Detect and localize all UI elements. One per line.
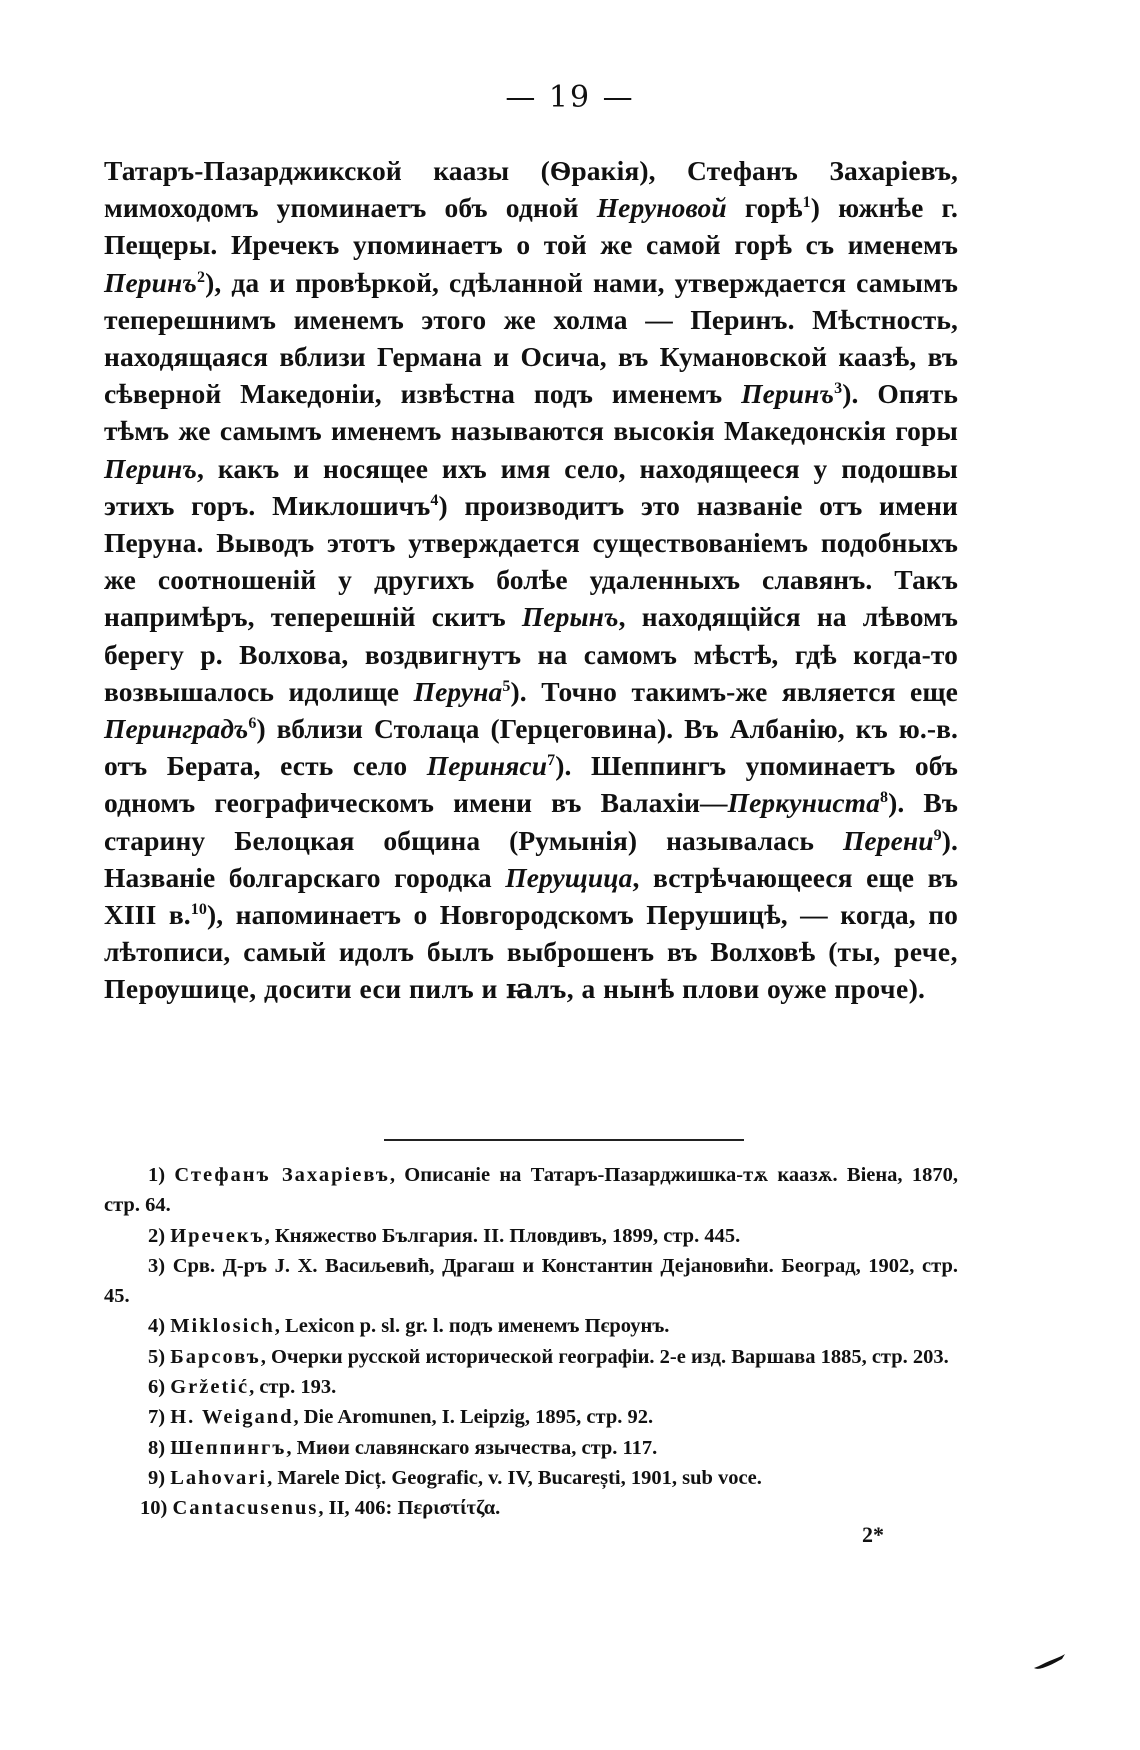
footnote-ref: 10 (190, 901, 207, 919)
text-run: , находящійся на лѣвомъ берегу р. Волхова, воздвигнутъ на самомъ мѣстѣ, гдѣ когда-то возвышалось идолище (104, 601, 958, 707)
footnote-ref: 1 (802, 194, 811, 212)
footnote-divider (384, 1139, 744, 1141)
text-run: ) южнѣе г. Пещеры. Иречекъ упоминаетъ о той же самой горѣ съ именемъ (104, 192, 958, 261)
footnote-text: , Marele Dicț. Geografic, v. IV, Bucarești, 1901, sub voce. (267, 1466, 762, 1489)
text-run: ). Опять тѣмъ же самымъ именемъ называются высокія Македонскія горы (104, 378, 958, 447)
footnotes-section (104, 1160, 958, 1524)
footnote-1 (104, 1160, 958, 1221)
italic-name: Перущица (505, 861, 633, 893)
footnote-number: 6) (148, 1376, 166, 1399)
main-paragraph (104, 152, 958, 1008)
footnote-author: Барсовъ (170, 1345, 261, 1368)
footnote-ref: 9 (933, 826, 942, 844)
footnote-number: 10) (140, 1497, 168, 1520)
text-run: ), да и провѣркой, сдѣланной нами, утверждается самымъ теперешнимъ именемъ этого же холма — Перинъ. Мѣстность, находящаяся вблизи Германа и Осича, въ Кумановской каазѣ, въ сѣверной Македоніи, извѣстна подъ именемъ (104, 266, 958, 410)
footnote-number: 4) (148, 1315, 166, 1338)
italic-name: Перинъ (741, 378, 835, 410)
footnote-text: , стр. 193. (249, 1376, 337, 1399)
footnote-number: 1) (148, 1164, 166, 1186)
footnote-author: Gržetić (170, 1376, 250, 1399)
ink-mark-icon (1032, 1652, 1066, 1672)
footnote-author: H. Weigand (170, 1406, 294, 1429)
italic-name: Перкуниста (727, 787, 881, 819)
footnote-ref: 7 (547, 752, 556, 770)
footnote-author: Стефанъ Захаріевъ (174, 1164, 390, 1186)
text-run: ), напоминаетъ о Новгородскомъ Перушицѣ, — когда, по лѣтописи, самый идолъ былъ выброшенъ въ Волховѣ ( (104, 899, 958, 968)
footnote-number: 7) (148, 1406, 166, 1429)
text-run: горѣ (726, 192, 803, 224)
text-run: ). Въ старину Белоцкая община (Румынія) называлась (104, 787, 958, 856)
footnote-author: Cantacusenus (172, 1497, 319, 1520)
footnote-text: , Драгаш и Константин Дејановићи. Београд, 1902, стр. 45. (104, 1254, 958, 1308)
footnote-ref: 5 (502, 677, 511, 695)
italic-name: Перинградъ (104, 713, 249, 745)
footnote-author: Иречекъ (170, 1224, 265, 1247)
footnote-ref: 3 (834, 380, 843, 398)
italic-name: Неруновой (596, 192, 727, 224)
footnote-ref: 6 (248, 715, 257, 733)
text-run: ). Шеппингъ упоминаетъ объ одномъ географическомъ имени въ Валахіи— (104, 750, 959, 819)
italic-name: Перынъ (521, 601, 619, 633)
footnote-text: , Очерки русской исторической географіи. 2-е изд. Варшава 1885, стр. 203. (260, 1345, 949, 1368)
italic-name: Перуна (413, 675, 503, 707)
church-slavonic-quote: ты, рече, Перѹшице, досити еси пилъ и ꙗлъ, а нынѣ плови оуже проче (104, 936, 958, 1005)
footnote-3 (104, 1251, 958, 1312)
footnote-ref: 8 (880, 789, 889, 807)
text-run: ) производитъ это названіе отъ имени Перуна. Выводъ этотъ утверждается существованіемъ подобныхъ же соотношеній у другихъ болѣе удаленныхъ славянъ. Такъ напримѣръ, теперешній скитъ (104, 489, 958, 633)
footnote-10 (104, 1493, 958, 1523)
footnote-text: , Описаніе на Татаръ-Пазарджишка-тѫ каазѫ. Віена, 1870, стр. 64. (104, 1164, 958, 1217)
footnote-2 (104, 1221, 958, 1251)
page-number-header: — 19 — (505, 80, 635, 115)
footnote-ref: 4 (430, 491, 439, 509)
footnote-text: , Lexicon p. sl. gr. l. подъ именемъ Пєроунъ. (274, 1315, 670, 1338)
text-run: Татаръ-Пазарджикской каазы (Ѳракія), Стефанъ Захаріевъ, мимоходомъ упоминаетъ объ одной (104, 155, 958, 224)
text-run: ). Точно такимъ-же является еще (510, 675, 958, 707)
footnote-8 (104, 1433, 958, 1463)
footnote-text: , Die Aromunen, I. Leipzig, 1895, стр. 92. (293, 1406, 654, 1429)
italic-name: Перинъ (104, 452, 197, 484)
footnote-7 (104, 1402, 958, 1432)
text-run: ) вблизи Столаца (Герцеговина). Въ Албанію, къ ю.-в. отъ Берата, есть село (104, 713, 958, 782)
footnote-text: , Миѳи славянскаго язычества, стр. 117. (286, 1436, 658, 1459)
footnote-text: , Княжество България. II. Пловдивъ, 1899, стр. 445. (264, 1224, 741, 1247)
paragraph-1 (104, 152, 958, 1008)
footnote-text: , II, 406: Περιστίτζα. (318, 1497, 501, 1520)
footnote-5 (104, 1342, 958, 1372)
text-run: , какъ и носящее ихъ имя село, находящееся у подошвы этихъ горъ. Миклошичъ (104, 452, 958, 521)
footnote-6 (104, 1372, 958, 1402)
footnote-number: 9) (148, 1466, 166, 1489)
italic-name: Периняси (426, 750, 548, 782)
footnote-9 (104, 1463, 958, 1493)
footnote-author: Шеппингъ (170, 1436, 287, 1459)
text-run: ). Названіе болгарскаго городка (104, 824, 958, 893)
footnote-number: 2) (148, 1224, 166, 1247)
footnote-4 (104, 1311, 958, 1341)
text-run: ). (908, 973, 925, 1005)
footnote-number: 5) (148, 1345, 166, 1368)
printers-signature-mark: 2* (862, 1522, 884, 1547)
italic-name: Перинъ (104, 266, 197, 298)
footnote-author: Miklosich (170, 1315, 275, 1338)
footnote-number: 3) (148, 1254, 166, 1277)
footnote-ref: 2 (197, 268, 206, 286)
footnote-author: Срв. Д-ръ J. X. Васиљевић (172, 1254, 430, 1277)
footnote-author: Lahovari (170, 1466, 268, 1489)
text-run: , встрѣчающееся еще въ XIII в. (104, 861, 958, 931)
footnote-number: 8) (148, 1436, 166, 1459)
italic-name: Перени (842, 824, 934, 856)
